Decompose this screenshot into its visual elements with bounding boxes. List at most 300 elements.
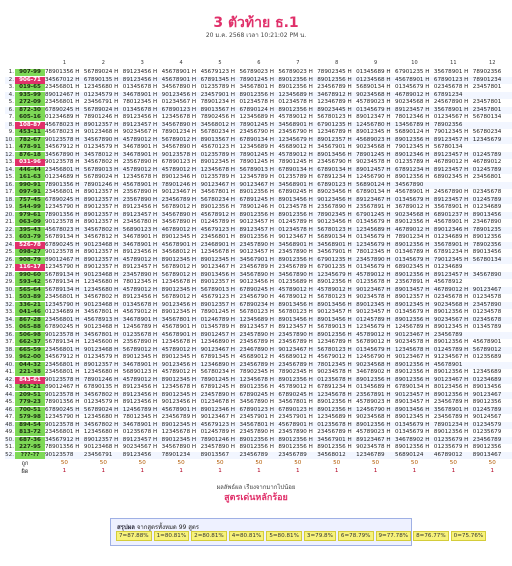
table-cell: 01235679 H [433, 444, 469, 451]
table-cell: 68902345 H [395, 264, 430, 271]
table-cell: 89013467 [472, 451, 502, 458]
table-cell: 90123456 H [161, 91, 197, 98]
table-cell: 45678901 H [161, 76, 197, 83]
row-number: 37. [5, 339, 14, 346]
table-cell: 90123578 H [45, 219, 80, 226]
table-cell: 78901246 H [161, 181, 197, 188]
table-cell: 23456801 H [45, 361, 80, 368]
table-cell: 90123467 [472, 391, 502, 398]
table-cell: 12346789 H [317, 129, 352, 136]
row-number: 46. [5, 406, 14, 413]
table-cell: 23456789 H [278, 339, 313, 346]
table-cell: 90234568 H [356, 414, 391, 421]
stats-value: 50 [60, 460, 68, 466]
table-row [5, 317, 512, 325]
table-cell: 56890134 H [317, 234, 352, 241]
table-cell: 89012356 H [239, 436, 274, 443]
table-cell: 90123468 H [83, 301, 119, 308]
table-cell: 34678901 H [122, 91, 158, 98]
row-number: 18. [5, 196, 14, 203]
table-cell: 90123468 H [83, 271, 119, 278]
table-cell: 23456791 H [83, 99, 119, 106]
table-cell: 12345678 H [161, 384, 197, 391]
table-cell: 56789013 H [83, 166, 119, 173]
table-cell: 45789012 H [161, 346, 197, 353]
table-cell: 90123457 H [395, 391, 430, 398]
stats-value: 1 [257, 468, 261, 474]
table-cell: 23456789 H [317, 429, 352, 436]
table-cell: 01345678 H [122, 301, 158, 308]
table-cell: 90234578 H [317, 369, 352, 376]
table-row [5, 107, 512, 115]
table-row [5, 309, 512, 317]
table-cell: 67890245 H [239, 286, 274, 293]
table-cell: 56789134 H [45, 339, 80, 346]
table-cell: 78901234 [472, 76, 502, 83]
table-cell: 12345678 H [122, 174, 158, 181]
table-cell: 34578012 H [83, 151, 119, 158]
table-cell: 89012356 H [239, 211, 274, 218]
table-cell: 34567901 H [317, 436, 352, 443]
header-cell: 1 [62, 60, 67, 66]
table-cell: 23457801 [472, 106, 502, 113]
result-badge: 097-91 [15, 189, 45, 196]
table-cell: 67890123 H [278, 406, 313, 413]
table-cell: 78901245 H [278, 159, 313, 166]
table-cell: 23567890 H [122, 196, 158, 203]
header-cell: 2 [101, 60, 105, 66]
table-cell: 89123456 H [122, 391, 158, 398]
stats-value: 50 [488, 460, 496, 466]
table-cell: 67891234 H [395, 166, 430, 173]
table-cell: 01345789 [472, 324, 502, 331]
table-cell: 12345679 H [317, 271, 352, 278]
result-badge: 603-79 [15, 234, 45, 241]
table-cell: 23456789 [472, 436, 502, 443]
table-cell: 90123578 H [161, 151, 197, 158]
table-cell: 01234578 H [278, 99, 313, 106]
table-cell: 34567890 H [161, 121, 197, 128]
table-row [5, 204, 512, 212]
table-cell: 23457890 H [239, 241, 274, 248]
table-cell: 90123468 H [83, 129, 119, 136]
stats-value: 1 [296, 468, 300, 474]
table-cell: 34678902 H [356, 369, 391, 376]
table-row [5, 257, 512, 265]
table-cell: 56789013 H [200, 286, 236, 293]
table-cell: 89013456 H [278, 301, 313, 308]
results-table [5, 60, 512, 458]
table-cell: 90123456 H [317, 219, 352, 226]
table-cell: 67890124 H [239, 106, 274, 113]
result-badge: 336-21 [15, 302, 45, 309]
table-cell: 45689012 H [239, 354, 274, 361]
table-row [5, 332, 512, 340]
table-cell: 12346789 H [317, 99, 352, 106]
table-cell: 56890123 H [122, 369, 158, 376]
table-cell: 45678901 H [122, 181, 158, 188]
table-cell: 90123468 H [83, 444, 119, 451]
row-number: 8. [8, 121, 14, 128]
table-cell: 78901245 H [356, 151, 391, 158]
table-cell: 12345678 H [239, 376, 274, 383]
table-cell: 89013457 H [395, 399, 430, 406]
row-number: 33. [5, 309, 14, 316]
table-cell: 46789012 H [395, 91, 430, 98]
result-badge: 395-43 [15, 227, 45, 234]
table-cell: 89012356 H [239, 91, 274, 98]
table-cell: 89012356 H [433, 391, 469, 398]
table-cell: 23456789 H [239, 264, 274, 271]
result-badge: 843-61 [15, 377, 45, 384]
row-number: 7. [8, 114, 14, 121]
result-badge: 782-67 [15, 137, 45, 144]
result-badge: 872-30 [15, 107, 45, 114]
table-cell: 67890245 H [45, 196, 80, 203]
table-cell: 89012356 H [433, 309, 469, 316]
table-cell: 56780234 H [200, 369, 236, 376]
table-cell: 89123456 H [122, 249, 158, 256]
result-badge: 962-00 [15, 354, 45, 361]
result-badge: 867-28 [15, 317, 45, 324]
table-cell: 89012356 H [433, 429, 469, 436]
table-cell: 23456801 H [45, 316, 80, 323]
table-cell: 45678901 [472, 339, 502, 346]
table-cell: 01245789 [472, 196, 502, 203]
table-cell: 89123457 H [122, 264, 158, 271]
table-cell: 01234689 H [433, 234, 469, 241]
table-cell: 12456780 H [356, 121, 391, 128]
table-cell: 56780123 H [278, 309, 313, 316]
table-cell: 34567802 H [83, 421, 119, 428]
table-cell: 12456789 H [395, 324, 430, 331]
table-cell: 67890245 H [45, 106, 80, 113]
table-cell: 89123467 H [356, 196, 391, 203]
table-cell: 23457801 [472, 99, 502, 106]
table-cell: 78902356 [433, 121, 463, 128]
summary-chip: 7=87.88% [116, 531, 152, 541]
table-row [5, 324, 512, 332]
table-cell: 78902456 H [200, 114, 236, 121]
table-cell: 01345689 H [356, 69, 391, 76]
table-cell: 90123467 H [433, 376, 469, 383]
table-cell: 90234578 H [395, 339, 430, 346]
table-cell: 01234689 H [45, 114, 80, 121]
table-cell: 67890245 H [239, 391, 274, 398]
table-cell: 56890124 H [395, 129, 430, 136]
table-cell: 35678901 H [433, 204, 469, 211]
table-cell: 89013456 [472, 384, 502, 391]
table-cell: 23567890 H [317, 204, 352, 211]
table-cell: 89012356 H [239, 189, 274, 196]
row-number: 43. [5, 384, 14, 391]
table-row [5, 242, 512, 250]
table-cell: 45789012 H [161, 166, 197, 173]
table-cell: 89012356 H [278, 256, 313, 263]
row-number: 47. [5, 414, 14, 421]
table-cell: 89123456 H [122, 294, 158, 301]
table-cell: 23456789 [239, 451, 268, 458]
table-row [5, 122, 512, 130]
table-cell: 89012356 H [395, 316, 430, 323]
result-badge: 662-37 [15, 339, 45, 346]
table-cell: 12345678 H [161, 279, 197, 286]
table-cell: 34567901 H [317, 249, 352, 256]
table-cell: 90234568 H [395, 99, 430, 106]
table-cell: 01345679 H [356, 264, 391, 271]
table-cell: 89013456 [472, 211, 502, 218]
table-cell: 23456790 H [317, 159, 352, 166]
table-cell: 78901245 H [200, 376, 236, 383]
table-cell: 02345678 [472, 316, 502, 323]
table-cell: 23456789 H [239, 361, 274, 368]
table-cell: 90123467 H [200, 414, 236, 421]
table-cell: 89123457 H [239, 226, 274, 233]
table-cell: 45678901 H [161, 406, 197, 413]
table-cell: 12345679 H [356, 324, 391, 331]
table-cell: 34567890 H [161, 444, 197, 451]
summary-chip: 1=80.81% [154, 531, 190, 541]
table-cell: 89012356 H [395, 241, 430, 248]
table-row [5, 77, 512, 85]
stats-line [5, 468, 512, 478]
table-cell: 89012346 H [161, 174, 197, 181]
page-title: 3 ตัวท้าย ธ.1 [213, 15, 299, 31]
table-cell: 67890245 H [45, 241, 80, 248]
table-cell: 23456789 H [161, 414, 197, 421]
table-cell: 89012357 H [83, 436, 119, 443]
table-cell: 01234578 [472, 309, 502, 316]
table-cell: 56789134 H [45, 286, 80, 293]
table-row [5, 144, 512, 152]
table-cell: 56780123 H [317, 346, 352, 353]
table-cell: 89012356 H [278, 211, 313, 218]
result-badge: 453-11 [15, 129, 45, 136]
table-cell: 56789013 H [317, 324, 352, 331]
table-cell: 90234578 H [356, 294, 391, 301]
table-cell: 12345689 [472, 369, 502, 376]
table-cell: 78901235 [472, 226, 502, 233]
table-cell: 12456790 H [356, 406, 391, 413]
table-cell: 89123457 H [122, 121, 158, 128]
table-cell: 02345678 H [433, 84, 469, 91]
table-cell: 01245789 H [278, 219, 313, 226]
row-number: 6. [8, 106, 14, 113]
table-cell: 78901246 H [200, 436, 236, 443]
table-cell: 45789023 H [356, 429, 391, 436]
row-number: 36. [5, 331, 14, 338]
header-cell: 4 [179, 60, 183, 66]
table-cell: 89013567 H [200, 136, 236, 143]
table-cell: 35678901 H [433, 406, 469, 413]
table-cell: 45678901 H [395, 189, 430, 196]
table-cell: 45679123 H [200, 226, 236, 233]
table-row [5, 399, 512, 407]
table-cell: 45678901 H [161, 324, 197, 331]
table-cell: 67901245 H [356, 211, 391, 218]
stats-value: 50 [216, 460, 224, 466]
summary-chip: 3=79.8% [304, 531, 336, 541]
table-cell: 56780123 H [317, 294, 352, 301]
stats-value: 50 [177, 460, 185, 466]
table-cell: 01234568 H [356, 76, 391, 83]
table-cell: 89123457 H [433, 196, 469, 203]
table-cell: 89012356 H [395, 219, 430, 226]
table-cell: 89012467 H [45, 256, 80, 263]
table-cell: 90123578 [45, 451, 74, 458]
table-cell: 45678023 H [45, 226, 80, 233]
table-cell: 01345679 H [395, 84, 430, 91]
table-row [5, 84, 512, 92]
table-cell: 90234568 H [356, 361, 391, 368]
row-number: 5. [8, 99, 14, 106]
table-cell: 89123457 H [122, 436, 158, 443]
table-cell: 89012457 H [200, 331, 236, 338]
table-cell: 89123457 H [239, 324, 274, 331]
table-cell: 89012356 H [356, 421, 391, 428]
header-cell: 12 [489, 60, 496, 66]
table-cell: 45678912 H [200, 211, 236, 218]
table-cell: 45789012 H [356, 271, 391, 278]
result-badge: 544-99 [15, 204, 45, 211]
table-row [5, 264, 512, 272]
row-number: 13. [5, 159, 14, 166]
table-cell: 12345678 H [161, 429, 197, 436]
table-cell: 01234689 [433, 264, 463, 271]
result-badge: 894-54 [15, 422, 45, 429]
table-row [5, 414, 512, 422]
table-cell: 89013456 [472, 249, 502, 256]
stats-value: 1 [62, 468, 67, 474]
table-row [5, 279, 512, 287]
table-cell: 56780134 [472, 256, 502, 263]
table-cell: 89012356 H [278, 436, 313, 443]
table-cell: 67890245 H [45, 324, 80, 331]
table-cell: 45789012 H [317, 286, 352, 293]
table-cell: 78901245 H [239, 151, 274, 158]
table-cell: 01234578 H [278, 226, 313, 233]
table-cell: 01345679 H [356, 219, 391, 226]
table-cell: 01235789 H [200, 174, 236, 181]
table-cell: 90123467 H [200, 346, 236, 353]
table-cell: 34568012 H [161, 249, 197, 256]
table-row [5, 429, 512, 437]
table-cell: 89013456 H [317, 301, 352, 308]
table-cell: 89123457 H [395, 106, 430, 113]
table-cell: 78901246 H [83, 376, 119, 383]
table-cell: 56789023 H [278, 69, 313, 76]
result-badge: 687-36 [15, 437, 45, 444]
table-cell: 45689012 H [278, 354, 313, 361]
table-cell: 45789023 H [356, 99, 391, 106]
table-cell: 34567890 H [161, 219, 197, 226]
table-cell: 78901245 H [200, 309, 236, 316]
table-cell: 01235789 H [200, 151, 236, 158]
table-cell: 12345790 H [45, 414, 80, 421]
table-cell: 90123456 H [317, 196, 352, 203]
row-number: 48. [5, 421, 14, 428]
table-cell: 78012345 H [317, 361, 352, 368]
table-cell: 46789012 H [161, 226, 197, 233]
summary-heading: สรุปผล [117, 524, 135, 531]
table-cell: 34567890 H [239, 271, 274, 278]
result-badge: 108-87 [15, 122, 45, 129]
table-cell: 45678901 H [161, 241, 197, 248]
result-badge: 019-65 [15, 84, 45, 91]
summary-chips [116, 531, 486, 541]
table-cell: 56780134 [472, 114, 502, 121]
table-cell: 89012356 [472, 234, 502, 241]
table-cell: 89012345 H [395, 414, 430, 421]
table-cell: 34567801 H [200, 189, 236, 196]
table-cell: 56789023 H [239, 69, 274, 76]
table-cell: 56789012 H [122, 346, 158, 353]
table-header [5, 60, 512, 68]
table-cell: 01245789 [472, 151, 502, 158]
table-cell: 90234568 H [433, 301, 469, 308]
row-number: 16. [5, 181, 14, 188]
table-cell: 89013456 H [200, 271, 236, 278]
stats-value: 50 [449, 460, 457, 466]
table-cell: 45789023 H [356, 399, 391, 406]
result-badge: ???-?? [15, 452, 45, 459]
table-cell: 23456801 H [200, 234, 236, 241]
table-cell: 78901234 [161, 451, 191, 458]
row-number: 1. [8, 69, 14, 76]
table-cell: 89123467 H [356, 436, 391, 443]
table-cell: 36789012 H [395, 204, 430, 211]
table-cell: 90234567 H [433, 316, 469, 323]
row-number: 10. [5, 136, 14, 143]
result-badge: 227-95 [15, 444, 45, 451]
result-badge: 665-59 [15, 347, 45, 354]
table-cell: 90123467 H [200, 181, 236, 188]
table-cell: 23456789 H [239, 339, 274, 346]
table-cell: 01246789 H [200, 316, 236, 323]
table-cell: 23457890 H [356, 256, 391, 263]
table-cell: 89012345 H [161, 436, 197, 443]
row-number: 25. [5, 249, 14, 256]
table-row [5, 69, 512, 77]
page-subtitle: 20 ม.ค. 2568 เวลา 10:21:02 PM น. [205, 32, 307, 39]
table-cell: 23456789 H [433, 399, 469, 406]
row-number: 17. [5, 189, 14, 196]
table-cell: 89012356 H [317, 444, 352, 451]
table-cell: 45678023 H [45, 121, 80, 128]
table-row [5, 422, 512, 430]
table-cell: 90123457 H [317, 309, 352, 316]
table-cell: 23457890 [472, 301, 502, 308]
table-cell: 01245789 H [433, 346, 469, 353]
table-cell: 34678901 H [122, 151, 158, 158]
table-row [5, 384, 512, 392]
table-cell: 34567801 H [278, 399, 313, 406]
table-cell: 45689023 H [356, 136, 391, 143]
table-cell: 12345679 [472, 136, 502, 143]
table-cell: 56789024 H [83, 174, 119, 181]
table-cell: 12345680 H [83, 84, 119, 91]
table-cell: 34568901 H [278, 121, 313, 128]
table-cell: 12345689 H [317, 414, 352, 421]
table-cell: 78901245 H [239, 159, 274, 166]
result-badge: 863-21 [15, 384, 45, 391]
result-badge: 779-23 [15, 399, 45, 406]
table-cell: 02345678 [472, 189, 502, 196]
table-cell: 67901235 H [317, 264, 352, 271]
row-number: 27. [5, 264, 14, 271]
table-cell: 23457890 H [278, 249, 313, 256]
table-cell: 90123456 H [161, 361, 197, 368]
